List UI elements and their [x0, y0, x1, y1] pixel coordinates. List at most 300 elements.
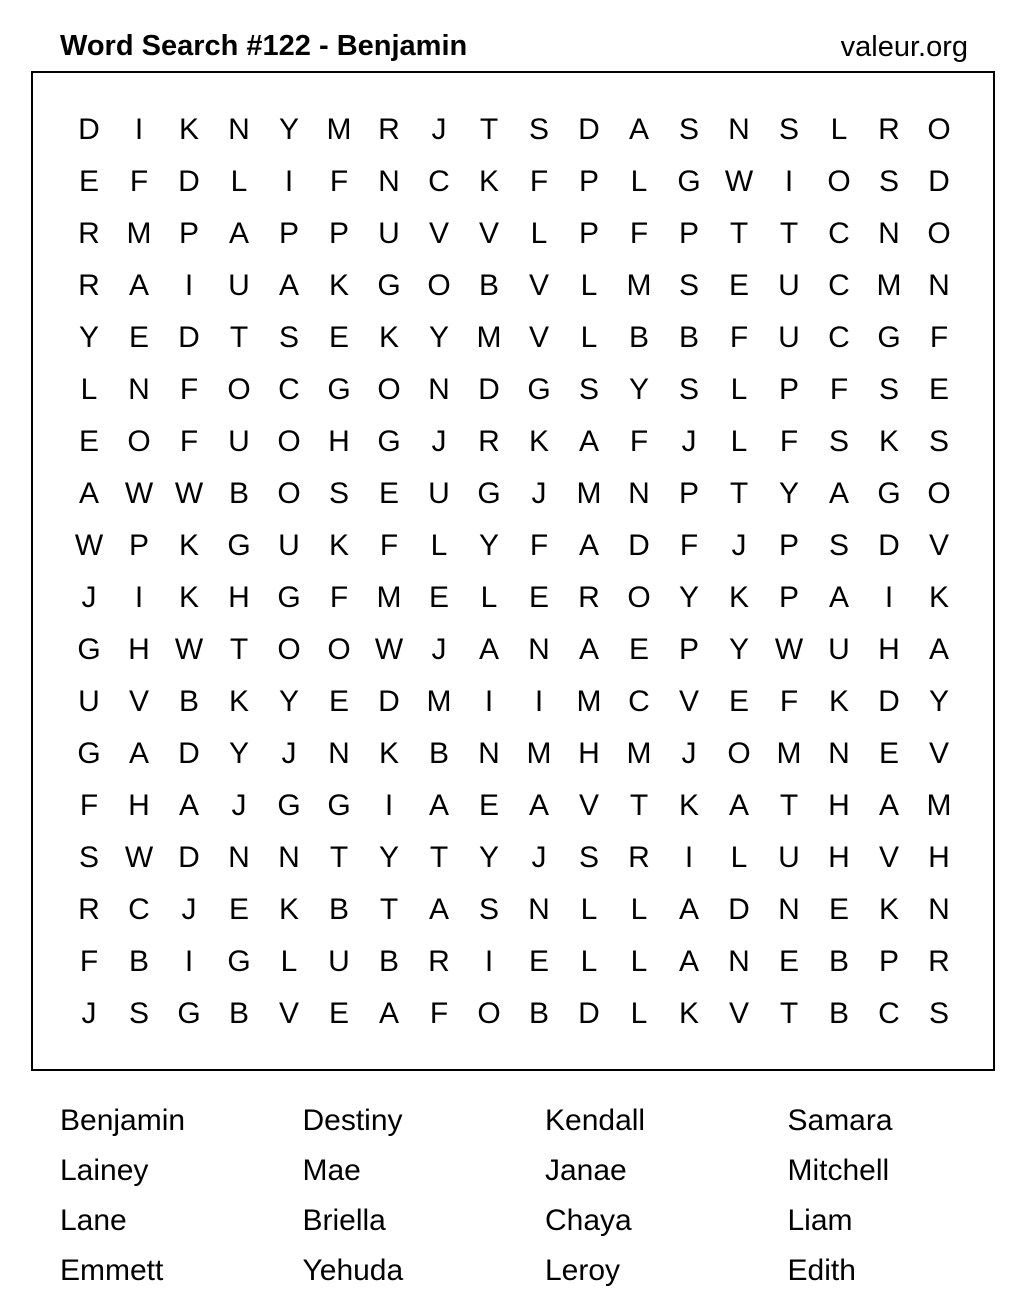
grid-cell[interactable]: K [528, 425, 549, 458]
grid-cell[interactable]: H [578, 737, 600, 770]
grid-cell[interactable]: A [828, 581, 849, 614]
grid-cell[interactable]: K [178, 113, 199, 146]
grid-cell[interactable]: C [128, 893, 150, 926]
grid-cell[interactable]: L [630, 945, 648, 978]
grid-cell[interactable]: A [728, 789, 749, 822]
grid-cell[interactable]: S [478, 893, 499, 926]
grid-cell[interactable]: I [384, 789, 394, 822]
grid-cell[interactable]: N [528, 633, 550, 666]
grid-cell[interactable]: T [779, 789, 799, 822]
grid-cell[interactable]: K [278, 893, 299, 926]
grid-cell[interactable]: M [776, 737, 802, 770]
grid-cell[interactable]: C [428, 165, 450, 198]
grid-cell[interactable]: Y [728, 633, 749, 666]
grid-cell[interactable]: J [681, 737, 697, 770]
grid-cell[interactable]: W [124, 477, 154, 510]
grid-cell[interactable]: T [229, 633, 249, 666]
grid-cell[interactable]: I [184, 945, 194, 978]
grid-cell[interactable]: F [629, 425, 649, 458]
grid-cell[interactable]: G [377, 425, 401, 458]
grid-cell[interactable]: S [528, 113, 549, 146]
grid-cell[interactable]: S [578, 841, 599, 874]
grid-cell[interactable]: K [828, 685, 849, 718]
grid-cell[interactable]: M [126, 217, 152, 250]
grid-cell[interactable]: G [677, 165, 701, 198]
grid-cell[interactable]: W [174, 633, 204, 666]
grid-cell[interactable]: N [528, 893, 550, 926]
grid-cell[interactable]: C [878, 997, 900, 1030]
grid-cell[interactable]: W [774, 633, 804, 666]
grid-cell[interactable]: U [828, 633, 850, 666]
grid-cell[interactable]: J [181, 893, 197, 926]
grid-cell[interactable]: F [779, 685, 799, 718]
grid-cell[interactable]: F [679, 529, 699, 562]
grid-cell[interactable]: E [328, 997, 349, 1030]
grid-cell[interactable]: A [228, 217, 249, 250]
grid-cell[interactable]: N [378, 165, 400, 198]
grid-cell[interactable]: Y [78, 321, 99, 354]
grid-cell[interactable]: V [528, 269, 549, 302]
grid-cell[interactable]: N [828, 737, 850, 770]
grid-cell[interactable]: I [134, 581, 144, 614]
grid-cell[interactable]: E [328, 321, 349, 354]
grid-cell[interactable]: K [678, 789, 699, 822]
grid-cell[interactable]: J [681, 425, 697, 458]
grid-cell[interactable]: G [277, 789, 301, 822]
grid-cell[interactable]: P [178, 217, 199, 250]
grid-cell[interactable]: O [227, 373, 251, 406]
grid-cell[interactable]: I [484, 685, 494, 718]
grid-cell[interactable]: H [828, 841, 850, 874]
grid-cell[interactable]: H [328, 425, 350, 458]
grid-cell[interactable]: G [877, 477, 901, 510]
grid-cell[interactable]: W [124, 841, 154, 874]
grid-cell[interactable]: G [77, 737, 101, 770]
grid-cell[interactable]: F [529, 165, 549, 198]
grid-cell[interactable]: N [878, 217, 900, 250]
grid-cell[interactable]: R [78, 217, 100, 250]
grid-cell[interactable]: R [928, 945, 950, 978]
grid-cell[interactable]: D [178, 321, 200, 354]
grid-cell[interactable]: C [828, 321, 850, 354]
grid-cell[interactable]: F [779, 425, 799, 458]
grid-cell[interactable]: N [428, 373, 450, 406]
grid-cell[interactable]: S [928, 425, 949, 458]
grid-cell[interactable]: D [178, 737, 200, 770]
grid-cell[interactable]: G [277, 581, 301, 614]
grid-cell[interactable]: Y [278, 113, 299, 146]
grid-cell[interactable]: P [878, 945, 899, 978]
grid-cell[interactable]: R [628, 841, 650, 874]
grid-cell[interactable]: G [527, 373, 551, 406]
grid-cell[interactable]: B [828, 945, 849, 978]
grid-cell[interactable]: D [178, 165, 200, 198]
grid-cell[interactable]: L [580, 893, 598, 926]
grid-cell[interactable]: A [178, 789, 199, 822]
grid-cell[interactable]: N [228, 841, 250, 874]
grid-cell[interactable]: B [328, 893, 349, 926]
grid-cell[interactable]: F [329, 165, 349, 198]
grid-cell[interactable]: V [928, 529, 949, 562]
grid-cell[interactable]: O [827, 165, 851, 198]
grid-cell[interactable]: K [928, 581, 949, 614]
grid-cell[interactable]: V [728, 997, 749, 1030]
grid-cell[interactable]: U [778, 269, 800, 302]
grid-cell[interactable]: V [878, 841, 899, 874]
grid-cell[interactable]: B [528, 997, 549, 1030]
grid-cell[interactable]: D [928, 165, 950, 198]
grid-cell[interactable]: J [531, 841, 547, 874]
grid-cell[interactable]: E [828, 893, 849, 926]
grid-cell[interactable]: A [528, 789, 549, 822]
grid-cell[interactable]: R [578, 581, 600, 614]
grid-cell[interactable]: F [729, 321, 749, 354]
grid-cell[interactable]: P [578, 165, 599, 198]
grid-cell[interactable]: W [174, 477, 204, 510]
grid-cell[interactable]: G [377, 269, 401, 302]
grid-cell[interactable]: S [878, 165, 899, 198]
grid-cell[interactable]: U [78, 685, 100, 718]
grid-cell[interactable]: I [484, 945, 494, 978]
grid-cell[interactable]: G [477, 477, 501, 510]
grid-cell[interactable]: A [628, 113, 649, 146]
grid-cell[interactable]: L [80, 373, 98, 406]
grid-cell[interactable]: V [678, 685, 699, 718]
grid-cell[interactable]: T [329, 841, 349, 874]
grid-cell[interactable]: L [730, 425, 748, 458]
grid-cell[interactable]: L [430, 529, 448, 562]
grid-cell[interactable]: A [578, 633, 599, 666]
grid-cell[interactable]: A [928, 633, 949, 666]
grid-cell[interactable]: T [429, 841, 449, 874]
grid-cell[interactable]: F [529, 529, 549, 562]
grid-cell[interactable]: C [278, 373, 300, 406]
grid-cell[interactable]: M [876, 269, 902, 302]
grid-cell[interactable]: S [678, 373, 699, 406]
grid-cell[interactable]: L [630, 997, 648, 1030]
grid-cell[interactable]: B [378, 945, 399, 978]
grid-cell[interactable]: P [328, 217, 349, 250]
grid-cell[interactable]: S [78, 841, 99, 874]
grid-cell[interactable]: R [378, 113, 400, 146]
grid-cell[interactable]: F [829, 373, 849, 406]
grid-cell[interactable]: K [328, 529, 349, 562]
grid-cell[interactable]: U [378, 217, 400, 250]
grid-cell[interactable]: K [678, 997, 699, 1030]
grid-cell[interactable]: L [630, 165, 648, 198]
grid-cell[interactable]: B [828, 997, 849, 1030]
grid-cell[interactable]: S [878, 373, 899, 406]
grid-cell[interactable]: M [476, 321, 502, 354]
grid-cell[interactable]: H [128, 789, 150, 822]
grid-cell[interactable]: D [878, 529, 900, 562]
grid-cell[interactable]: H [128, 633, 150, 666]
grid-cell[interactable]: Y [928, 685, 949, 718]
grid-cell[interactable]: V [478, 217, 499, 250]
grid-cell[interactable]: F [329, 581, 349, 614]
grid-cell[interactable]: O [927, 477, 951, 510]
grid-cell[interactable]: D [728, 893, 750, 926]
grid-cell[interactable]: T [779, 217, 799, 250]
grid-cell[interactable]: V [928, 737, 949, 770]
grid-cell[interactable]: A [78, 477, 99, 510]
grid-cell[interactable]: O [727, 737, 751, 770]
grid-cell[interactable]: H [828, 789, 850, 822]
grid-cell[interactable]: U [778, 321, 800, 354]
grid-cell[interactable]: R [78, 893, 100, 926]
grid-cell[interactable]: T [779, 997, 799, 1030]
grid-cell[interactable]: N [628, 477, 650, 510]
grid-cell[interactable]: U [328, 945, 350, 978]
grid-cell[interactable]: A [378, 997, 399, 1030]
grid-cell[interactable]: V [578, 789, 599, 822]
grid-cell[interactable]: F [379, 529, 399, 562]
grid-cell[interactable]: C [828, 217, 850, 250]
grid-cell[interactable]: P [678, 633, 699, 666]
grid-cell[interactable]: V [278, 997, 299, 1030]
grid-cell[interactable]: J [431, 113, 447, 146]
grid-cell[interactable]: B [478, 269, 499, 302]
grid-cell[interactable]: D [478, 373, 500, 406]
grid-cell[interactable]: S [828, 425, 849, 458]
grid-cell[interactable]: D [628, 529, 650, 562]
grid-cell[interactable]: N [128, 373, 150, 406]
grid-cell[interactable]: P [778, 529, 799, 562]
grid-cell[interactable]: L [580, 321, 598, 354]
grid-cell[interactable]: H [878, 633, 900, 666]
grid-cell[interactable]: O [427, 269, 451, 302]
grid-cell[interactable]: E [778, 945, 799, 978]
grid-cell[interactable]: P [778, 373, 799, 406]
grid-cell[interactable]: D [878, 685, 900, 718]
grid-cell[interactable]: R [878, 113, 900, 146]
grid-cell[interactable]: F [179, 373, 199, 406]
grid-cell[interactable]: S [578, 373, 599, 406]
grid-cell[interactable]: A [678, 893, 699, 926]
grid-cell[interactable]: N [278, 841, 300, 874]
grid-cell[interactable]: N [778, 893, 800, 926]
grid-cell[interactable]: M [526, 737, 552, 770]
grid-cell[interactable]: E [478, 789, 499, 822]
grid-cell[interactable]: U [778, 841, 800, 874]
grid-cell[interactable]: A [278, 269, 299, 302]
grid-cell[interactable]: J [431, 425, 447, 458]
grid-cell[interactable]: R [78, 269, 100, 302]
grid-cell[interactable]: I [134, 113, 144, 146]
grid-cell[interactable]: K [478, 165, 499, 198]
grid-cell[interactable]: D [78, 113, 100, 146]
grid-cell[interactable]: V [128, 685, 149, 718]
grid-cell[interactable]: E [378, 477, 399, 510]
grid-cell[interactable]: E [528, 945, 549, 978]
grid-cell[interactable]: K [878, 893, 899, 926]
grid-cell[interactable]: S [678, 113, 699, 146]
grid-cell[interactable]: T [479, 113, 499, 146]
grid-cell[interactable]: T [729, 217, 749, 250]
grid-cell[interactable]: U [228, 425, 250, 458]
grid-cell[interactable]: F [179, 425, 199, 458]
grid-cell[interactable]: J [281, 737, 297, 770]
grid-cell[interactable]: E [428, 581, 449, 614]
grid-cell[interactable]: O [277, 425, 301, 458]
grid-cell[interactable]: M [326, 113, 352, 146]
grid-cell[interactable]: P [678, 477, 699, 510]
grid-cell[interactable]: A [578, 425, 599, 458]
grid-cell[interactable]: J [431, 633, 447, 666]
grid-cell[interactable]: Y [478, 841, 499, 874]
grid-cell[interactable]: A [128, 737, 149, 770]
grid-cell[interactable]: I [684, 841, 694, 874]
grid-cell[interactable]: V [528, 321, 549, 354]
grid-cell[interactable]: K [178, 581, 199, 614]
grid-cell[interactable]: M [426, 685, 452, 718]
grid-cell[interactable]: T [729, 477, 749, 510]
grid-cell[interactable]: T [379, 893, 399, 926]
grid-cell[interactable]: A [828, 477, 849, 510]
grid-cell[interactable]: G [877, 321, 901, 354]
grid-cell[interactable]: F [929, 321, 949, 354]
grid-cell[interactable]: A [878, 789, 899, 822]
grid-cell[interactable]: M [576, 477, 602, 510]
grid-cell[interactable]: J [231, 789, 247, 822]
grid-cell[interactable]: L [730, 373, 748, 406]
grid-cell[interactable]: O [277, 633, 301, 666]
grid-cell[interactable]: Y [478, 529, 499, 562]
grid-cell[interactable]: D [178, 841, 200, 874]
grid-cell[interactable]: R [428, 945, 450, 978]
grid-cell[interactable]: A [478, 633, 499, 666]
grid-cell[interactable]: T [629, 789, 649, 822]
grid-cell[interactable]: E [128, 321, 149, 354]
grid-cell[interactable]: O [127, 425, 151, 458]
grid-cell[interactable]: R [478, 425, 500, 458]
grid-cell[interactable]: N [478, 737, 500, 770]
grid-cell[interactable]: I [284, 165, 294, 198]
grid-cell[interactable]: L [580, 269, 598, 302]
grid-cell[interactable]: G [227, 945, 251, 978]
grid-cell[interactable]: O [477, 997, 501, 1030]
grid-cell[interactable]: O [627, 581, 651, 614]
grid-cell[interactable]: J [531, 477, 547, 510]
grid-cell[interactable]: D [578, 113, 600, 146]
grid-cell[interactable]: J [81, 997, 97, 1030]
grid-cell[interactable]: G [327, 789, 351, 822]
grid-cell[interactable]: M [626, 269, 652, 302]
grid-cell[interactable]: I [534, 685, 544, 718]
grid-cell[interactable]: C [628, 685, 650, 718]
grid-cell[interactable]: E [78, 425, 99, 458]
grid-cell[interactable]: A [428, 893, 449, 926]
grid-cell[interactable]: M [926, 789, 952, 822]
grid-cell[interactable]: C [828, 269, 850, 302]
grid-cell[interactable]: A [678, 945, 699, 978]
grid-cell[interactable]: E [528, 581, 549, 614]
grid-cell[interactable]: N [228, 113, 250, 146]
grid-cell[interactable]: L [280, 945, 298, 978]
grid-cell[interactable]: K [878, 425, 899, 458]
grid-cell[interactable]: S [128, 997, 149, 1030]
grid-cell[interactable]: M [376, 581, 402, 614]
grid-cell[interactable]: O [377, 373, 401, 406]
grid-cell[interactable]: P [778, 581, 799, 614]
grid-cell[interactable]: A [578, 529, 599, 562]
grid-cell[interactable]: B [228, 997, 249, 1030]
grid-cell[interactable]: K [378, 321, 399, 354]
grid-cell[interactable]: E [928, 373, 949, 406]
grid-cell[interactable]: W [724, 165, 754, 198]
grid-cell[interactable]: E [628, 633, 649, 666]
grid-cell[interactable]: L [730, 841, 748, 874]
grid-cell[interactable]: M [576, 685, 602, 718]
grid-cell[interactable]: V [428, 217, 449, 250]
grid-cell[interactable]: K [378, 737, 399, 770]
grid-cell[interactable]: U [278, 529, 300, 562]
grid-cell[interactable]: G [327, 373, 351, 406]
grid-cell[interactable]: U [228, 269, 250, 302]
grid-cell[interactable]: U [428, 477, 450, 510]
grid-cell[interactable]: N [728, 945, 750, 978]
grid-cell[interactable]: N [928, 893, 950, 926]
grid-cell[interactable]: B [678, 321, 699, 354]
grid-cell[interactable]: N [928, 269, 950, 302]
grid-cell[interactable]: L [480, 581, 498, 614]
grid-cell[interactable]: F [79, 789, 99, 822]
grid-cell[interactable]: H [228, 581, 250, 614]
grid-cell[interactable]: W [74, 529, 104, 562]
grid-cell[interactable]: E [328, 685, 349, 718]
grid-cell[interactable]: O [277, 477, 301, 510]
grid-cell[interactable]: B [128, 945, 149, 978]
grid-cell[interactable]: L [230, 165, 248, 198]
grid-cell[interactable]: J [81, 581, 97, 614]
grid-cell[interactable]: L [580, 945, 598, 978]
grid-cell[interactable]: K [228, 685, 249, 718]
grid-cell[interactable]: K [328, 269, 349, 302]
grid-cell[interactable]: Y [778, 477, 799, 510]
grid-cell[interactable]: P [128, 529, 149, 562]
grid-cell[interactable]: S [778, 113, 799, 146]
grid-cell[interactable]: D [578, 997, 600, 1030]
grid-cell[interactable]: S [928, 997, 949, 1030]
grid-cell[interactable]: Y [678, 581, 699, 614]
grid-cell[interactable]: Y [628, 373, 649, 406]
grid-cell[interactable]: G [77, 633, 101, 666]
grid-cell[interactable]: Y [278, 685, 299, 718]
grid-cell[interactable]: P [578, 217, 599, 250]
grid-cell[interactable]: S [278, 321, 299, 354]
grid-cell[interactable]: B [228, 477, 249, 510]
grid-cell[interactable]: E [728, 269, 749, 302]
grid-cell[interactable]: A [428, 789, 449, 822]
grid-cell[interactable]: S [328, 477, 349, 510]
grid-cell[interactable]: N [328, 737, 350, 770]
grid-cell[interactable]: G [177, 997, 201, 1030]
grid-cell[interactable]: F [429, 997, 449, 1030]
grid-cell[interactable]: E [78, 165, 99, 198]
grid-cell[interactable]: O [327, 633, 351, 666]
grid-cell[interactable]: B [178, 685, 199, 718]
grid-cell[interactable]: B [628, 321, 649, 354]
grid-cell[interactable]: K [728, 581, 749, 614]
grid-cell[interactable]: M [626, 737, 652, 770]
grid-cell[interactable]: P [278, 217, 299, 250]
grid-cell[interactable]: T [229, 321, 249, 354]
grid-cell[interactable]: J [731, 529, 747, 562]
grid-cell[interactable]: I [784, 165, 794, 198]
grid-cell[interactable]: F [129, 165, 149, 198]
grid-cell[interactable]: K [178, 529, 199, 562]
grid-cell[interactable]: F [629, 217, 649, 250]
